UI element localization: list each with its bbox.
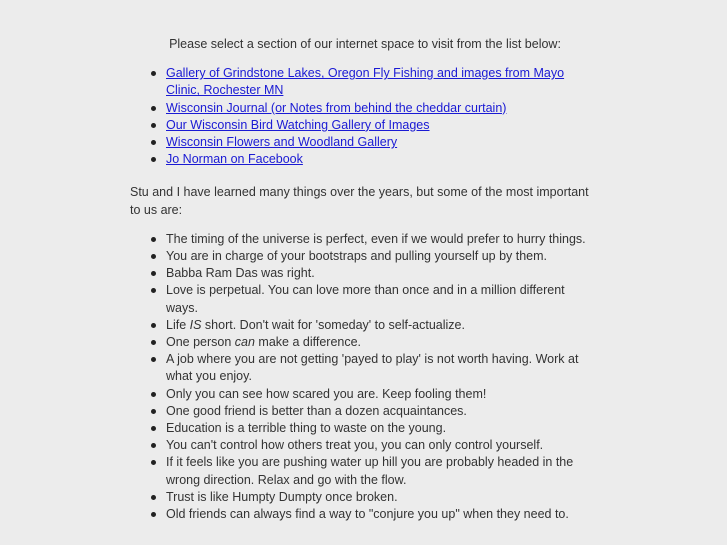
list-item — [166, 317, 600, 334]
link-wisconsin-journal[interactable]: Wisconsin Journal (or Notes from behind the cheddar curtain) — [166, 100, 507, 115]
list-item: Trust is like Humpty Dumpty once broken. — [166, 489, 600, 506]
intro-text: Please select a section of our internet space to visit from the list below: — [169, 37, 561, 51]
list-item: Old friends can always find a way to "conjure you up" when they need to. — [166, 506, 600, 523]
link-facebook[interactable]: Jo Norman on Facebook — [166, 152, 303, 167]
link-flowers-gallery[interactable]: Wisconsin Flowers and Woodland Gallery — [166, 135, 398, 150]
link-grindstone-gallery[interactable]: Gallery of Grindstone Lakes, Oregon Fly Fishing and images from Mayo Clinic, Rochester MN — [166, 66, 565, 98]
lesson-text: Life — [166, 317, 190, 332]
list-item — [166, 65, 600, 99]
main-content — [130, 36, 600, 523]
list-item — [166, 334, 600, 351]
list-item: One good friend is better than a dozen acquaintances. — [166, 403, 600, 420]
lesson-text: One person — [166, 335, 235, 350]
lessons-intro: Stu and I have learned many things over the years, but some of the most important to us are: — [130, 185, 589, 217]
lesson-emphasis: IS — [189, 317, 202, 332]
lesson-emphasis: can — [234, 335, 255, 350]
list-item — [166, 134, 600, 151]
section-links-list — [130, 65, 600, 168]
list-item: Education is a terrible thing to waste on the young. — [166, 420, 600, 437]
lesson-text: short. Don't wait for 'someday' to self-actualize. — [201, 317, 465, 332]
list-item: Babba Ram Das was right. — [166, 265, 600, 282]
list-item: If it feels like you are pushing water up hill you are probably headed in the wrong direction. Relax and go with the flow. — [166, 454, 600, 488]
list-item: You can't control how others treat you, you can only control yourself. — [166, 437, 600, 454]
list-item — [166, 151, 600, 168]
list-item — [166, 100, 600, 117]
list-item: You are in charge of your bootstraps and pulling yourself up by them. — [166, 248, 600, 265]
list-item: A job where you are not getting 'payed to play' is not worth having. Work at what you enjoy. — [166, 351, 600, 385]
list-item: Love is perpetual. You can love more than once and in a million different ways. — [166, 282, 600, 316]
link-bird-gallery[interactable]: Our Wisconsin Bird Watching Gallery of Images — [166, 117, 430, 132]
list-item: Only you can see how scared you are. Keep fooling them! — [166, 386, 600, 403]
list-item: The timing of the universe is perfect, even if we would prefer to hurry things. — [166, 231, 600, 248]
lesson-text: make a difference. — [254, 335, 362, 350]
list-item — [166, 117, 600, 134]
lessons-list — [130, 231, 600, 523]
